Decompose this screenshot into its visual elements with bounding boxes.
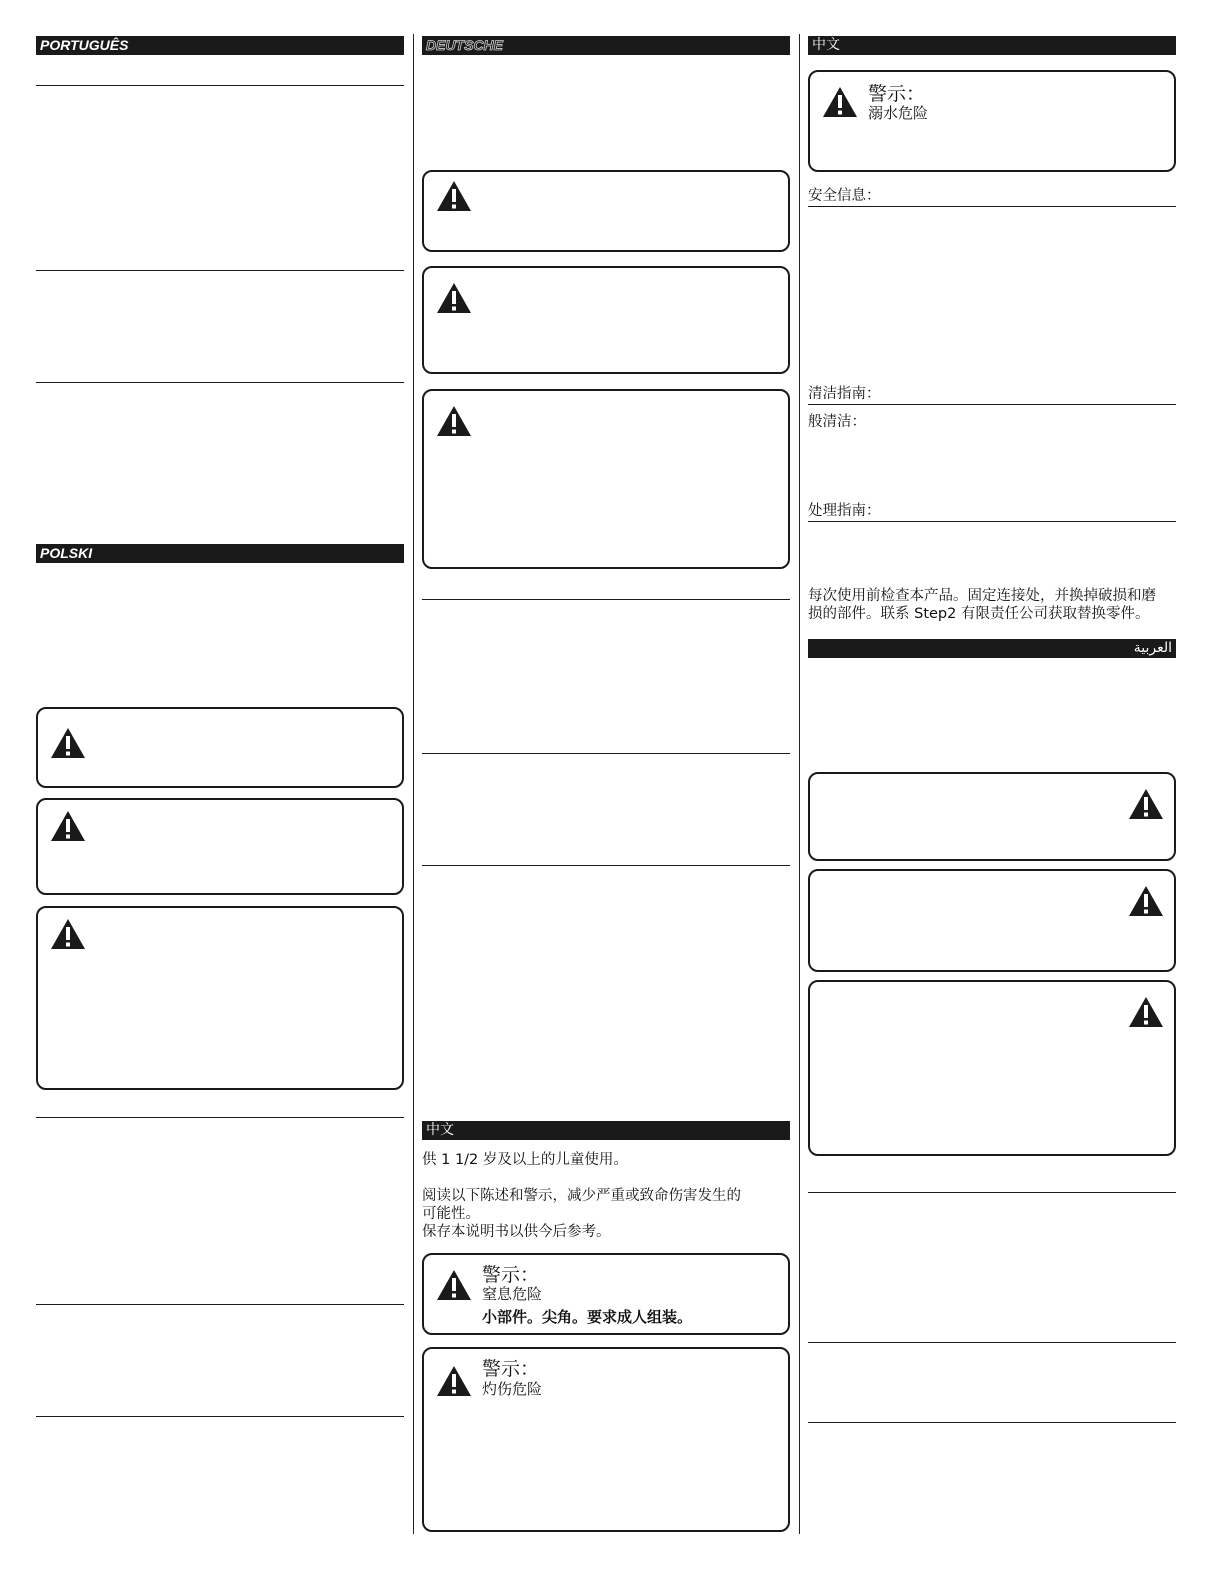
warning-triangle-icon — [436, 1365, 472, 1397]
warning-triangle-icon — [436, 180, 472, 212]
section-rule — [808, 1342, 1176, 1343]
warning-box — [36, 798, 404, 895]
warning-hazard: 溺水危险 — [868, 104, 929, 122]
warning-detail: 小部件。尖角。要求成人组装。 — [482, 1308, 693, 1326]
warning-title: 警示： — [868, 83, 926, 105]
section-rule — [808, 1192, 1176, 1193]
warning-box — [36, 707, 404, 788]
warning-triangle-icon — [436, 282, 472, 314]
warning-box — [36, 906, 404, 1090]
warning-triangle-icon — [436, 405, 472, 437]
warning-box — [808, 980, 1176, 1156]
keep-instructions: 保存本说明书以供今后参考。 — [422, 1224, 611, 1240]
warning-box — [422, 266, 790, 374]
warning-box — [808, 869, 1176, 972]
inspect-line-2: 损的部件。联系 Step2 有限责任公司获取替换零件。 — [808, 606, 1150, 622]
column-divider-left — [413, 34, 414, 1534]
cleaning-heading: 清洁指南： — [808, 386, 881, 402]
lang-header-zh-right: 中文 — [808, 36, 1176, 55]
warning-box — [422, 170, 790, 252]
warning-box-burn — [422, 1347, 790, 1532]
section-rule — [36, 85, 404, 86]
lang-header-zh: 中文 — [422, 1121, 790, 1140]
warning-box-drowning — [808, 70, 1176, 172]
section-rule — [422, 865, 790, 866]
warning-triangle-icon — [436, 1269, 472, 1301]
warning-triangle-icon — [50, 727, 86, 759]
general-cleaning-label: 般清洁： — [808, 414, 866, 430]
lang-header-portugues: PORTUGUÊS — [36, 36, 404, 55]
read-warnings-line-1: 阅读以下陈述和警示，减少严重或致命伤害发生的 — [422, 1188, 741, 1204]
warning-triangle-icon — [50, 918, 86, 950]
section-rule — [422, 753, 790, 754]
section-rule — [36, 1304, 404, 1305]
warning-hazard: 灼伤危险 — [482, 1380, 543, 1398]
section-rule — [36, 382, 404, 383]
section-rule — [36, 1416, 404, 1417]
lang-header-deutsche: DEUTSCHE — [422, 36, 790, 55]
section-rule — [808, 404, 1176, 405]
warning-hazard: 窒息危险 — [482, 1285, 543, 1303]
warning-triangle-icon — [50, 810, 86, 842]
section-rule — [808, 206, 1176, 207]
warning-title: 警示： — [482, 1264, 540, 1286]
warning-box — [422, 389, 790, 569]
warning-box — [808, 772, 1176, 861]
read-warnings-line-2: 可能性。 — [422, 1206, 480, 1222]
warning-triangle-icon — [1128, 996, 1164, 1028]
warning-title: 警示： — [482, 1358, 540, 1380]
section-rule — [808, 521, 1176, 522]
lang-header-polski: POLSKI — [36, 544, 404, 563]
column-divider-right — [799, 34, 800, 1534]
section-rule — [36, 270, 404, 271]
warning-triangle-icon — [1128, 788, 1164, 820]
inspect-line-1: 每次使用前检查本产品。固定连接处，并换掉破损和磨 — [808, 588, 1156, 604]
section-rule — [422, 599, 790, 600]
disposal-heading: 处理指南： — [808, 503, 881, 519]
warning-triangle-icon — [1128, 885, 1164, 917]
warning-triangle-icon — [822, 86, 858, 118]
age-statement: 供 1 1/2 岁及以上的儿童使用。 — [422, 1152, 628, 1168]
section-rule — [36, 1117, 404, 1118]
warning-box-choking — [422, 1253, 790, 1335]
section-rule — [808, 1422, 1176, 1423]
safety-info-heading: 安全信息： — [808, 188, 881, 204]
lang-header-arabic: العربية — [808, 639, 1176, 658]
